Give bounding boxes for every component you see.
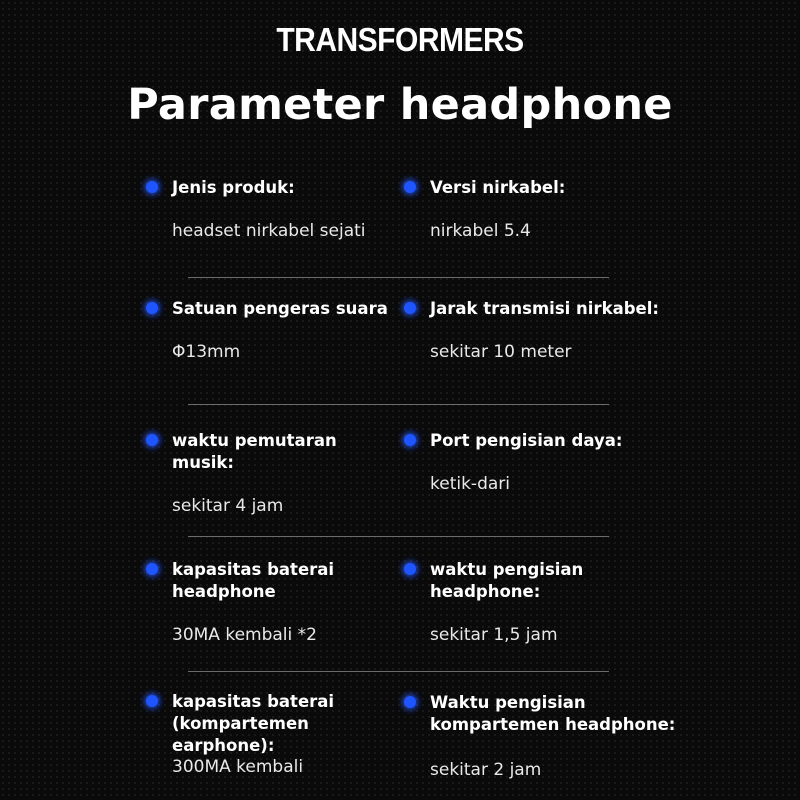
param-music-playtime [146, 430, 366, 516]
param-label: Versi nirkabel: [430, 178, 566, 197]
param-value: 300MA kembali [172, 757, 304, 777]
param-transmission-range [404, 298, 694, 362]
param-case-battery [146, 691, 408, 777]
param-wireless-version [404, 177, 654, 241]
param-label: Jenis produk: [172, 178, 295, 197]
param-label: kapasitas baterai headphone [172, 560, 335, 601]
param-product-type [146, 177, 396, 241]
bullet-dot-icon [146, 181, 158, 193]
bullet-dot-icon [404, 181, 416, 193]
param-value: sekitar 10 meter [430, 342, 572, 362]
bullet-dot-icon [146, 563, 158, 575]
param-value: Φ13mm [172, 342, 241, 362]
param-label: kapasitas baterai (kompartemen earphone): [172, 692, 335, 755]
bullet-dot-icon [146, 434, 158, 446]
param-value: sekitar 4 jam [172, 496, 284, 516]
page-title: Parameter headphone [127, 80, 673, 130]
param-headphone-battery [146, 559, 356, 645]
divider [188, 671, 609, 672]
param-value: nirkabel 5.4 [430, 221, 531, 241]
param-label: Port pengisian daya: [430, 431, 623, 450]
param-label: Jarak transmisi nirkabel: [430, 299, 659, 318]
bullet-dot-icon [404, 434, 416, 446]
bullet-dot-icon [146, 302, 158, 314]
bullet-dot-icon [404, 563, 416, 575]
param-speaker-unit [146, 298, 396, 362]
bullet-dot-icon [404, 302, 416, 314]
param-label: waktu pengisian headphone: [430, 560, 584, 601]
param-label: Satuan pengeras suara [172, 299, 388, 318]
param-value: headset nirkabel sejati [172, 221, 366, 241]
param-value: 30MA kembali *2 [172, 625, 317, 645]
divider [188, 404, 609, 405]
brand-logo: TRANSFORMERS [276, 21, 524, 59]
param-value: ketik-dari [430, 474, 510, 494]
param-charging-port [404, 430, 654, 494]
param-label: Waktu pengisian kompartemen headphone: [430, 693, 676, 734]
param-label: waktu pemutaran musik: [172, 431, 337, 472]
param-value: sekitar 1,5 jam [430, 625, 558, 645]
divider [188, 536, 609, 537]
param-headphone-charge-time [404, 559, 614, 645]
bullet-dot-icon [146, 695, 158, 707]
param-case-charge-time [404, 692, 694, 780]
divider [188, 277, 609, 278]
bullet-dot-icon [404, 696, 416, 708]
param-value: sekitar 2 jam [430, 760, 542, 780]
